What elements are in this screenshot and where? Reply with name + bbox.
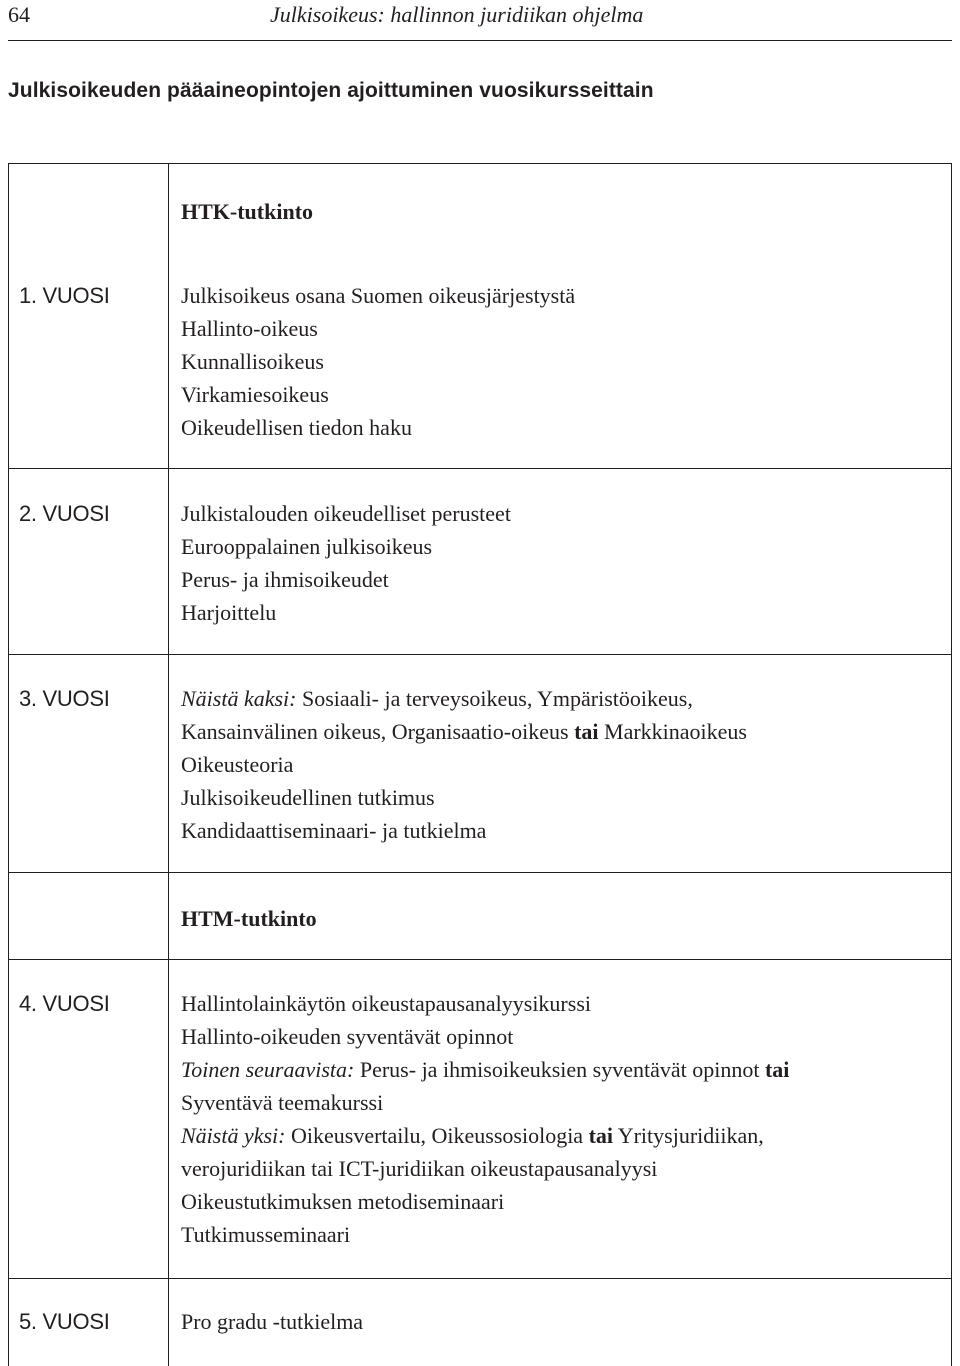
or-connector: tai — [764, 1057, 790, 1082]
elective-text: Yritysjuridiikan, — [613, 1123, 764, 1148]
year-5-courses — [181, 1305, 363, 1338]
year-3-courses — [181, 682, 747, 847]
course-item: Julkisoikeus osana Suomen oikeusjärjestystä — [181, 283, 576, 308]
elective-line — [181, 1119, 789, 1152]
htk-degree-heading: HTK-tutkinto — [181, 199, 314, 224]
elective-text: Markkinaoikeus — [598, 719, 747, 744]
elective-line: Syventävä teemakurssi — [181, 1090, 384, 1115]
row-divider-3-htm — [8, 872, 952, 873]
course-item: Oikeudellisen tiedon haku — [181, 415, 412, 440]
header-rule — [8, 40, 952, 41]
year-2-label: 2. VUOSI — [19, 501, 110, 526]
elective-text: Oikeusvertailu, Oikeussosiologia — [285, 1123, 589, 1148]
course-item: Hallintolainkäytön oikeustapausanalyysikurssi — [181, 991, 591, 1016]
row-divider-1-2 — [8, 468, 952, 469]
course-item: Perus- ja ihmisoikeudet — [181, 567, 389, 592]
course-item: Pro gradu -tutkielma — [181, 1309, 364, 1334]
course-item: Julkistalouden oikeudelliset perusteet — [181, 501, 511, 526]
row-divider-2-3 — [8, 654, 952, 655]
htm-degree-heading: HTM-tutkinto — [181, 906, 317, 931]
course-item: Kunnallisoikeus — [181, 349, 324, 374]
year-1-label: 1. VUOSI — [19, 283, 110, 308]
or-connector: tai — [574, 719, 599, 744]
elective-line — [181, 1053, 789, 1086]
course-item: Harjoittelu — [181, 600, 277, 625]
course-item: Hallinto-oikeuden syventävät opinnot — [181, 1024, 514, 1049]
page-number: 64 — [8, 2, 30, 27]
course-item: Julkisoikeudellinen tutkimus — [181, 785, 435, 810]
column-divider — [168, 163, 169, 1366]
elective-text: Kansainvälinen oikeus, Organisaatio-oikeus — [181, 719, 575, 744]
year-4-courses — [181, 987, 789, 1251]
course-item: Eurooppalainen julkisoikeus — [181, 534, 433, 559]
elective-line — [181, 715, 747, 748]
elective-prefix: Toinen seuraavista: — [181, 1057, 355, 1082]
running-header — [8, 0, 952, 30]
course-item: Tutkimusseminaari — [181, 1222, 351, 1247]
year-4-label: 4. VUOSI — [19, 991, 110, 1016]
course-item: Oikeusteoria — [181, 752, 294, 777]
elective-line: verojuridiikan tai ICT-juridiikan oikeustapausanalyysi — [181, 1156, 658, 1181]
elective-prefix: Näistä yksi: — [181, 1123, 286, 1148]
year-2-courses — [181, 497, 511, 629]
elective-text: Perus- ja ihmisoikeuksien syventävät opinnot — [354, 1057, 765, 1082]
elective-prefix: Näistä kaksi: — [181, 686, 297, 711]
course-item: Virkamiesoikeus — [181, 382, 329, 407]
running-title: Julkisoikeus: hallinnon juridiikan ohjelma — [270, 2, 644, 27]
elective-line — [181, 682, 747, 715]
row-divider-4-5 — [8, 1278, 952, 1279]
course-item: Hallinto-oikeus — [181, 316, 318, 341]
or-connector: tai — [588, 1123, 614, 1148]
year-3-label: 3. VUOSI — [19, 686, 110, 711]
elective-text: Sosiaali- ja terveysoikeus, Ympäristöoikeus, — [296, 686, 693, 711]
course-item: Oikeustutkimuksen metodiseminaari — [181, 1189, 505, 1214]
year-5-label: 5. VUOSI — [19, 1309, 110, 1334]
section-title: Julkisoikeuden pääaineopintojen ajoittuminen vuosikursseittain — [8, 79, 654, 102]
course-item: Kandidaattiseminaari- ja tutkielma — [181, 818, 487, 843]
year-1-courses — [181, 279, 575, 444]
row-divider-htm-4 — [8, 959, 952, 960]
